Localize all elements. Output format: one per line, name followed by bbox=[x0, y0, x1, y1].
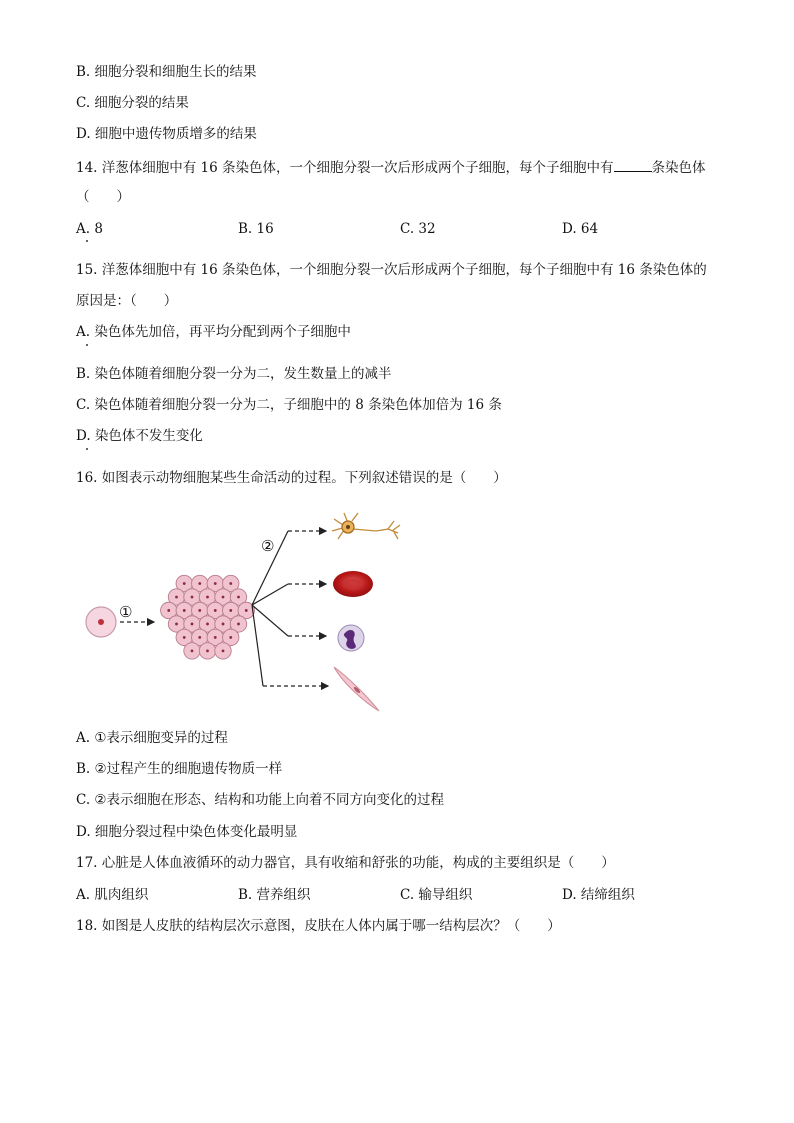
q15-stem-cont: 原因是：（ ） bbox=[76, 293, 178, 309]
red-blood-cell bbox=[333, 571, 373, 597]
cell-differentiation-diagram bbox=[76, 505, 416, 720]
q14-stem bbox=[76, 157, 706, 178]
cluster-cell-nucleus bbox=[206, 623, 209, 626]
cluster-cell-nucleus bbox=[229, 582, 232, 585]
muscle-cell bbox=[334, 667, 379, 711]
q14-stem-text: 14. 洋葱体细胞中有 16 条染色体，一个细胞分裂一次后形成两个子细胞，每个子细胞中有 bbox=[76, 160, 614, 176]
q18-stem: 18. 如图是人皮肤的结构层次示意图，皮肤在人体内属于哪一结构层次？（ ） bbox=[76, 918, 561, 934]
q15-option-b: B. 染色体随着细胞分裂一分为二，发生数量上的减半 bbox=[76, 366, 392, 382]
q16-stem: 16. 如图表示动物细胞某些生命活动的过程。下列叙述错误的是（ ） bbox=[76, 470, 507, 486]
q15-option-c: C. 染色体随着细胞分裂一分为二，子细胞中的 8 条染色体加倍为 16 条 bbox=[76, 397, 502, 413]
cluster-cell-nucleus bbox=[214, 636, 217, 639]
cluster-cell-nucleus bbox=[175, 596, 178, 599]
q14-blank bbox=[614, 157, 652, 172]
cluster-cell-nucleus bbox=[183, 636, 186, 639]
cluster-cell-nucleus bbox=[175, 623, 178, 626]
cluster-cell-nucleus bbox=[222, 650, 225, 653]
q15-option-d: D. 染色体不发生变化 bbox=[76, 428, 203, 444]
cluster-cell-nucleus bbox=[183, 582, 186, 585]
q14-option-d: D. 64 bbox=[562, 221, 599, 237]
cluster-cell-nucleus bbox=[167, 609, 170, 612]
q17-option-a: A. 肌肉组织 bbox=[76, 887, 149, 903]
q16-option-c: C. ②表示细胞在形态、结构和功能上向着不同方向变化的过程 bbox=[76, 792, 445, 808]
q17-option-d: D. 结缔组织 bbox=[562, 887, 635, 903]
cluster-cell-nucleus bbox=[229, 609, 232, 612]
q17-stem: 17. 心脏是人体血液循环的动力器官，具有收缩和舒张的功能，构成的主要组织是（ ） bbox=[76, 855, 615, 871]
cluster-cell-nucleus bbox=[229, 636, 232, 639]
cluster-cell-nucleus bbox=[198, 636, 201, 639]
q13-option-c: C. 细胞分裂的结果 bbox=[76, 95, 189, 111]
cluster-cell-nucleus bbox=[198, 609, 201, 612]
cluster-cell-nucleus bbox=[206, 650, 209, 653]
white-blood-cell bbox=[338, 625, 364, 651]
cluster-cell-nucleus bbox=[237, 623, 240, 626]
q14-stem-tail: 条染色体 bbox=[651, 160, 706, 176]
q15-option-a: A. 染色体先加倍，再平均分配到两个子细胞中 bbox=[76, 324, 351, 340]
q17-option-b: B. 营养组织 bbox=[238, 887, 311, 903]
cluster-cell-nucleus bbox=[206, 596, 209, 599]
label-2: ② bbox=[261, 537, 275, 555]
cluster-cell-nucleus bbox=[191, 650, 194, 653]
cluster-cell-nucleus bbox=[222, 596, 225, 599]
cluster-cell-nucleus bbox=[245, 609, 248, 612]
cluster-cell-nucleus bbox=[214, 609, 217, 612]
cluster-cell-nucleus bbox=[198, 582, 201, 585]
stray-dot bbox=[86, 344, 88, 346]
cell-cluster bbox=[161, 575, 255, 659]
cluster-cell-nucleus bbox=[214, 582, 217, 585]
q14-option-b: B. 16 bbox=[238, 221, 274, 237]
label-1: ① bbox=[119, 603, 133, 621]
q16-option-a: A. ①表示细胞变异的过程 bbox=[76, 730, 228, 746]
q15-stem: 15. 洋葱体细胞中有 16 条染色体，一个细胞分裂一次后形成两个子细胞，每个子细胞中有 16 条染色体的 bbox=[76, 262, 707, 278]
cluster-cell-nucleus bbox=[237, 596, 240, 599]
stray-dot bbox=[86, 448, 88, 450]
single-cell bbox=[86, 607, 116, 637]
cluster-cell-nucleus bbox=[191, 596, 194, 599]
q14-option-c: C. 32 bbox=[400, 221, 436, 237]
q16-option-b: B. ②过程产生的细胞遗传物质一样 bbox=[76, 761, 283, 777]
cluster-cell-nucleus bbox=[183, 609, 186, 612]
q13-option-b: B. 细胞分裂和细胞生长的结果 bbox=[76, 64, 257, 80]
stray-dot bbox=[86, 240, 88, 242]
q17-option-c: C. 输导组织 bbox=[400, 887, 473, 903]
q16-option-d: D. 细胞分裂过程中染色体变化最明显 bbox=[76, 824, 298, 840]
q14-paren: （ ） bbox=[76, 189, 130, 205]
q14-option-a: A. 8 bbox=[76, 221, 103, 237]
neuron-cell bbox=[332, 513, 400, 539]
cluster-cell-nucleus bbox=[191, 623, 194, 626]
cluster-cell-nucleus bbox=[222, 623, 225, 626]
q13-option-d: D. 细胞中遗传物质增多的结果 bbox=[76, 126, 257, 142]
